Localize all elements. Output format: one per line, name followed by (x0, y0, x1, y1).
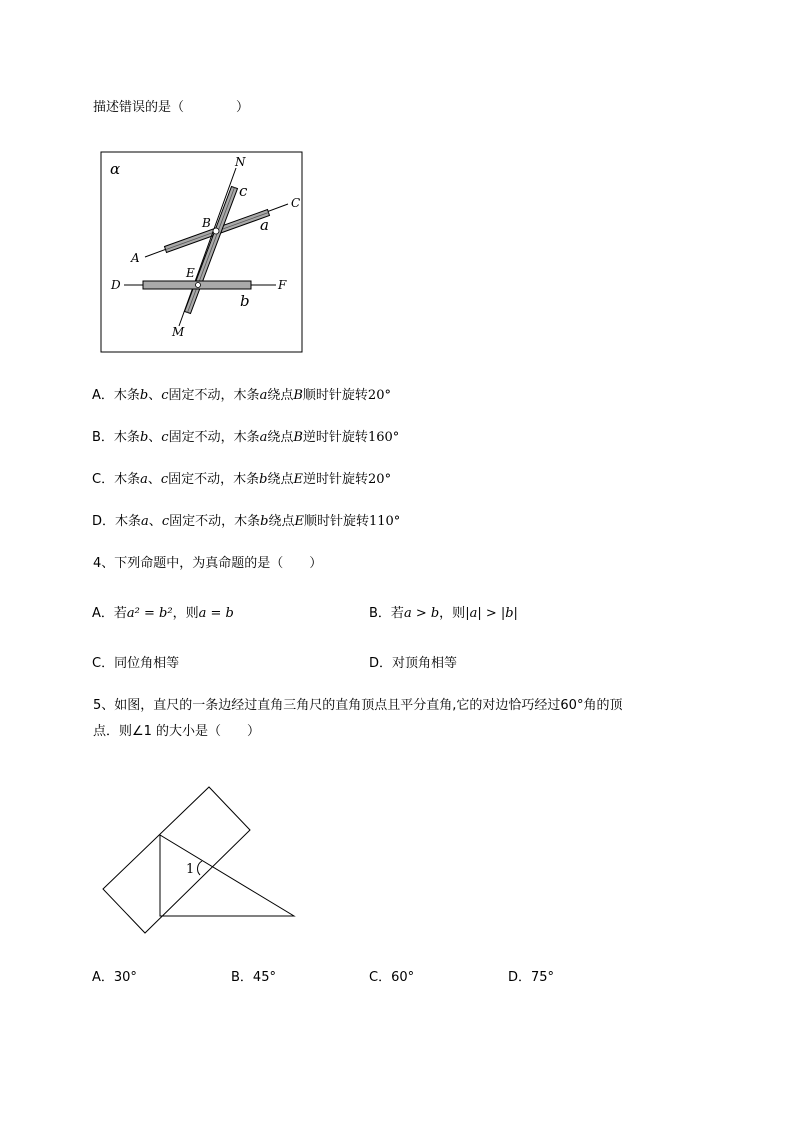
q5-stem-line2: 点．则∠1 的大小是（ ） (93, 724, 261, 739)
q4-option-b: B．若a > b，则|a| > |b| (369, 606, 518, 621)
label-F: F (278, 278, 287, 292)
q5-stem-line1: 5、如图，直尺的一条边经过直角三角尺的直角顶点且平分直角,它的对边恰巧经过60°角的顶 (93, 698, 623, 713)
label-a: a (260, 216, 269, 234)
q4-stem: 4、下列命题中，为真命题的是（ ） (93, 556, 323, 571)
q5-option-a: A．30° (92, 970, 137, 985)
q4-option-d: D．对顶角相等 (369, 656, 458, 671)
alpha-label: α (110, 160, 121, 178)
q4-option-a: A．若a² = b²，则a = b (92, 606, 234, 621)
q5-option-c: C．60° (369, 970, 415, 985)
label-M: M (172, 325, 185, 339)
q5-option-d: D．75° (508, 970, 555, 985)
label-C: C (291, 196, 301, 210)
label-N: N (235, 155, 246, 169)
q5-option-b: B．45° (231, 970, 276, 985)
label-c: c (239, 182, 248, 200)
label-E: E (186, 266, 195, 280)
q3-option-a: A．木条b、c固定不动，木条a绕点B顺时针旋转20° (92, 388, 391, 403)
q3-option-b: B．木条b、c固定不动，木条a绕点B逆时针旋转160° (92, 430, 400, 445)
q3-stem: 描述错误的是（ ） (93, 100, 250, 115)
label-b: b (240, 292, 250, 310)
q3-option-d: D．木条a、c固定不动，木条b绕点E顺时针旋转110° (92, 514, 401, 529)
label-A: A (131, 251, 140, 265)
label-D: D (111, 278, 121, 292)
angle-1-label: 1 (186, 862, 195, 877)
q4-option-c: C．同位角相等 (92, 656, 180, 671)
label-B: B (202, 216, 211, 230)
q3-option-c: C．木条a、c固定不动，木条b绕点E逆时针旋转20° (92, 472, 392, 487)
